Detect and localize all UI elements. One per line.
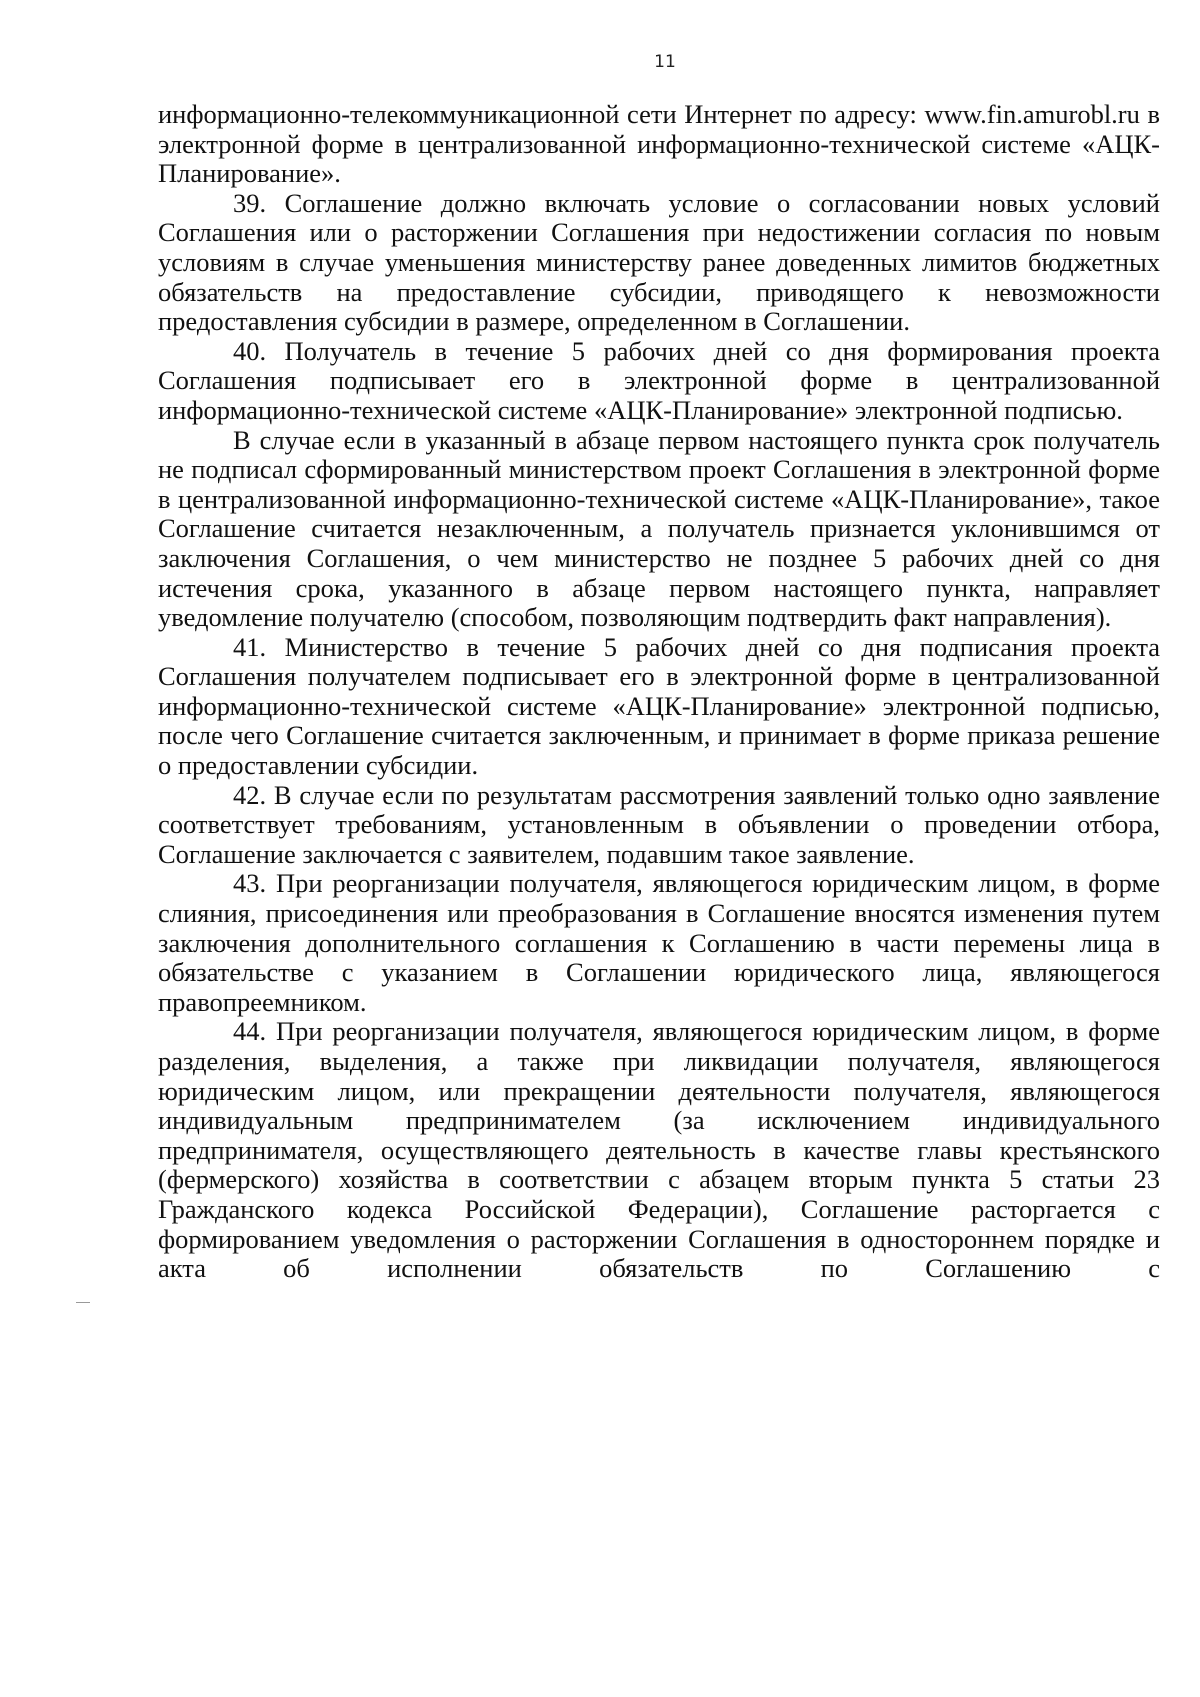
document-body <box>158 100 1160 1284</box>
paragraph-41: 41. Министерство в течение 5 рабочих дней со дня подписания проекта Соглашения получателем подписывает его в электронной форме в централизованной информационно-технической системе «АЦК-Планирование» электронной подписью, после чего Соглашение считается заключенным, и принимает в форме приказа решение о предоставлении субсидии. <box>158 631 1160 781</box>
paragraph-40: 40. Получатель в течение 5 рабочих дней со дня формирования проекта Соглашения подписывает его в электронной форме в централизованной информационно-технической системе «АЦК-Планирование» электронной подписью. <box>158 335 1160 425</box>
scan-margin-mark <box>76 1302 90 1303</box>
page-number: 11 <box>654 52 676 72</box>
paragraph-44: 44. При реорганизации получателя, являющегося юридическим лицом, в форме разделения, выделения, а также при ликвидации получателя, являющегося юридическим лицом, или прекращении деятельности получателя, являющегося индивидуальным предпринимателем (за исключением индивидуального предпринимателя, осуществляющего деятельность в качестве главы крестьянского (фермерского) хозяйства в соответствии с абзацем вторым пункта 5 статьи 23 Гражданского кодекса Российской Федерации), Соглашение расторгается с формированием уведомления о расторжении Соглашения в одностороннем порядке и акта об исполнении обязательств по Соглашению с <box>158 1016 1160 1284</box>
paragraph-43: 43. При реорганизации получателя, являющегося юридическим лицом, в форме слияния, присоединения или преобразования в Соглашение вносятся изменения путем заключения дополнительного соглашения к Соглашению в части перемены лица в обязательстве с указанием в Соглашении юридического лица, являющегося правопреемником. <box>158 868 1160 1017</box>
paragraph-42: 42. В случае если по результатам рассмотрения заявлений только одно заявление соответствует требованиям, установленным в объявлении о проведении отбора, Соглашение заключается с заявителем, подавшим такое заявление. <box>158 779 1160 869</box>
paragraph-continued: информационно-телекоммуникационной сети Интернет по адресу: www.fin.amurobl.ru в электронной форме в централизованной информационно-технической системе «АЦК-Планирование». <box>158 99 1160 189</box>
paragraph-40-second: В случае если в указанный в абзаце первом настоящего пункта срок получатель не подписал сформированный министерством проект Соглашения в электронной форме в централизованной информационно-технической системе «АЦК-Планирование», такое Соглашение считается незаключенным, а получатель признается уклонившимся от заключения Соглашения, о чем министерство не позднее 5 рабочих дней со дня истечения срока, указанного в абзаце первом настоящего пункта, направляет уведомление получателю (способом, позволяющим подтвердить факт направления). <box>158 424 1160 633</box>
paragraph-39: 39. Соглашение должно включать условие о согласовании новых условий Соглашения или о расторжении Соглашения при недостижении согласия по новым условиям в случае уменьшения министерству ранее доведенных лимитов бюджетных обязательств на предоставление субсидии, приводящего к невозможности предоставления субсидии в размере, определенном в Соглашении. <box>158 187 1160 337</box>
